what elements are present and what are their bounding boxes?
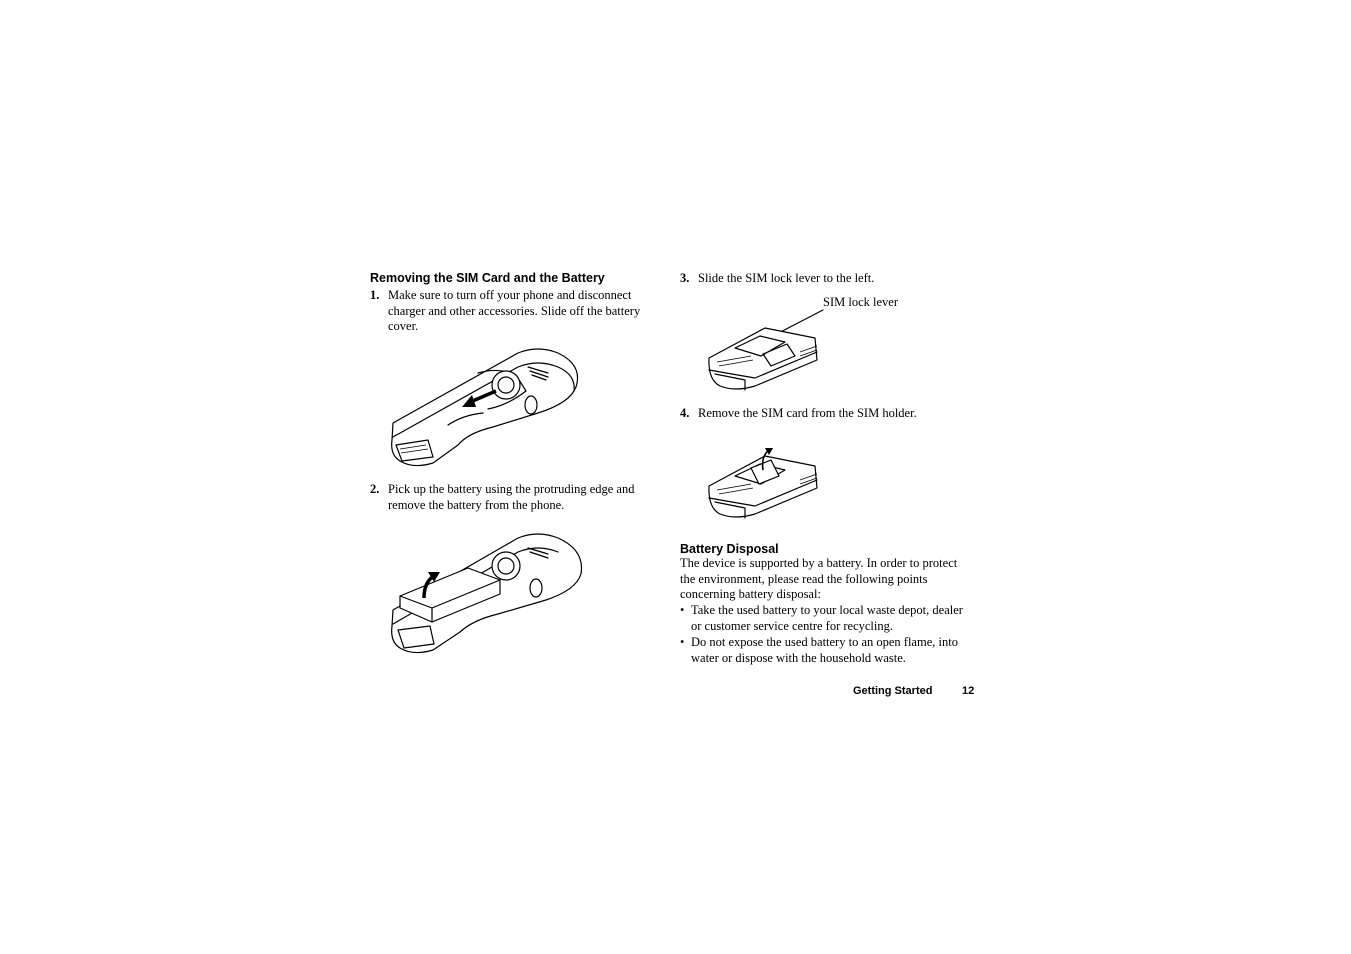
page-number: 12: [962, 685, 975, 697]
step-4: [680, 406, 970, 422]
step-text: Make sure to turn off your phone and disconnect charger and other accessories. Slide off the battery cover.: [388, 288, 641, 333]
sim-lock-lever-label: SIM lock lever: [823, 295, 898, 309]
bullet-text: Take the used battery to your local waste depot, dealer or customer service centre for recycling.: [691, 603, 963, 633]
bullet-symbol: •: [680, 603, 685, 617]
step-2: [370, 482, 655, 513]
disposal-bullet: [680, 635, 970, 666]
bullet-text: Do not expose the used battery to an open flame, into water or dispose with the household waste.: [691, 635, 958, 665]
footer-section-title: Getting Started: [853, 685, 933, 697]
battery-cover-illustration: [388, 345, 583, 470]
step-text: Pick up the battery using the protruding edge and remove the battery from the phone.: [388, 482, 635, 512]
battery-disposal-intro: The device is supported by a battery. In order to protect the environment, please read the following points concerning battery disposal:: [680, 556, 958, 601]
disposal-bullet: [680, 603, 970, 634]
step-1: [370, 288, 655, 335]
step-number: 1.: [370, 288, 380, 302]
step-number: 4.: [680, 406, 690, 420]
step-text: Remove the SIM card from the SIM holder.: [698, 406, 917, 420]
step-3: [680, 271, 970, 287]
step-number: 3.: [680, 271, 690, 285]
sim-lock-lever-illustration: [705, 300, 825, 395]
step-text: Slide the SIM lock lever to the left.: [698, 271, 875, 285]
bullet-symbol: •: [680, 635, 685, 649]
section-heading: Removing the SIM Card and the Battery: [370, 271, 605, 285]
step-number: 2.: [370, 482, 380, 496]
sim-card-removal-illustration: [705, 428, 825, 523]
battery-removal-illustration: [388, 528, 588, 658]
battery-disposal-heading: Battery Disposal: [680, 542, 779, 556]
